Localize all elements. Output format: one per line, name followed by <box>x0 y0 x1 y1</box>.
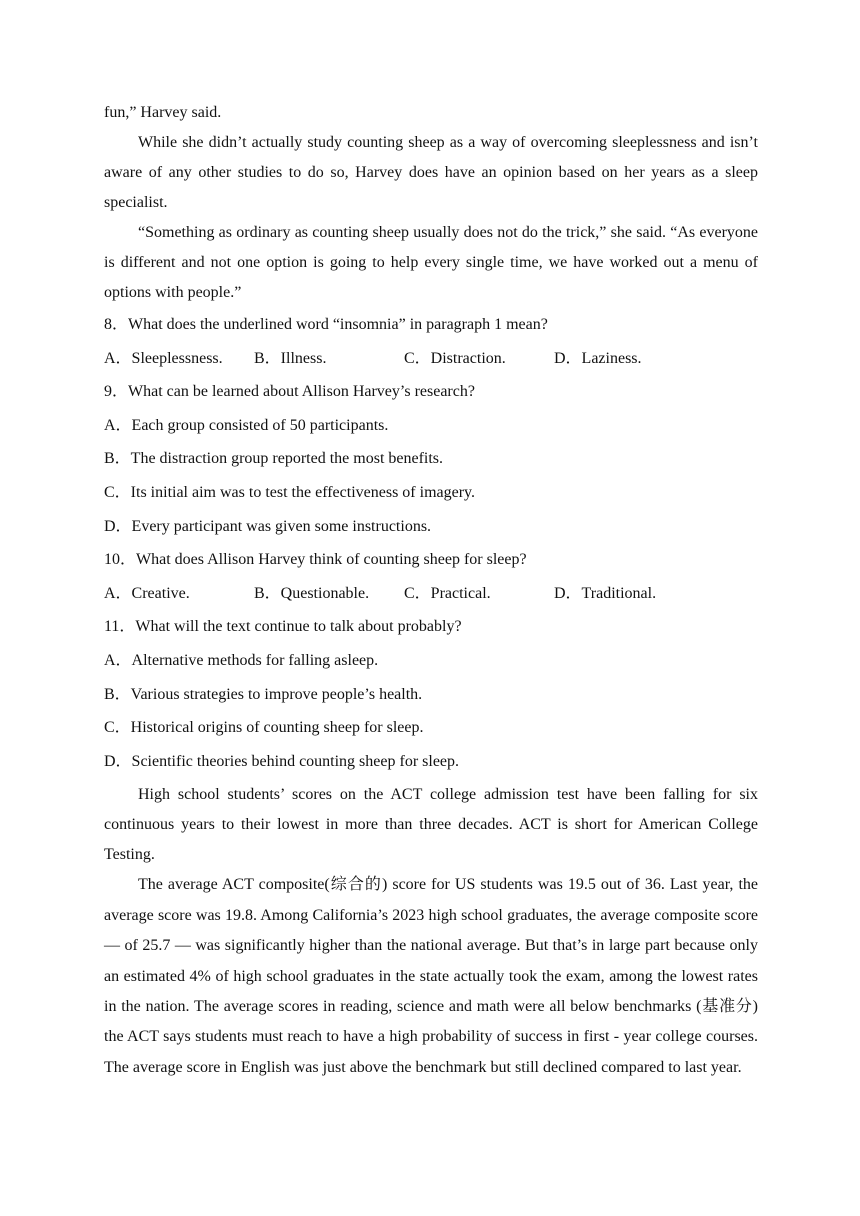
question-11-option-b: B．Various strategies to improve people’s health. <box>104 685 423 703</box>
passage-a-paragraph-1: While she didn’t actually study counting sheep as a way of overcoming sleeplessness and isn’t aware of any other studies to do so, Harvey does have an opinion based on her years as a sleep specialist. <box>104 134 758 211</box>
question-11-option-a: A．Alternative methods for falling asleep. <box>104 651 379 669</box>
question-9-stem: 9．What can be learned about Allison Harvey’s research? <box>104 383 475 401</box>
question-11-option-c: C．Historical origins of counting sheep for sleep. <box>104 719 424 737</box>
passage-b-paragraph-1: High school students’ scores on the ACT college admission test have been falling for six continuous years to their lowest in more than three decades. ACT is short for American College Testing. <box>104 786 758 864</box>
question-8-option-a: A．Sleeplessness. <box>104 349 223 367</box>
question-10-options <box>104 579 758 613</box>
question-8-option-b: B．Illness. <box>254 349 327 367</box>
question-8-option-d: D．Laziness. <box>554 349 642 367</box>
question-10-option-c: C．Practical. <box>404 584 491 602</box>
question-10-option-a: A．Creative. <box>104 584 190 602</box>
passage-a-paragraph-0: fun,” Harvey said. <box>104 104 222 121</box>
question-11-stem: 11．What will the text continue to talk about probably? <box>104 618 462 636</box>
question-8-stem: 8．What does the underlined word “insomnia” in paragraph 1 mean? <box>104 316 548 333</box>
passage-a-paragraph-2: “Something as ordinary as counting sheep usually does not do the trick,” she said. “As everyone is different and not one option is going to help every single time, we have worked out a menu of options with people.” <box>104 224 758 301</box>
question-10-stem: 10．What does Allison Harvey think of counting sheep for sleep? <box>104 551 527 569</box>
question-9-option-d: D．Every participant was given some instructions. <box>104 517 432 535</box>
question-9-option-b: B．The distraction group reported the most benefits. <box>104 450 444 468</box>
question-10-option-b: B．Questionable. <box>254 584 370 602</box>
question-8-option-c: C．Distraction. <box>404 349 506 367</box>
question-9-option-c: C．Its initial aim was to test the effectiveness of imagery. <box>104 483 476 501</box>
passage-b-paragraph-2: The average ACT composite(综合的) score for US students was 19.5 out of 36. Last year, the average score was 19.8. Among California’s 2023 high school graduates, the average composite score — of 25.7 — was significantly higher than the national average. But that’s in large part because only an estimated 4% of high school graduates in the state actually took the exam, among the lowest rates in the nation. The average scores in reading, science and math were all below benchmarks (基准分) the ACT says students must reach to have a high probability of success in first - year college courses. The average score in English was just above the benchmark but still declined compared to last year. <box>104 876 758 1076</box>
question-11-option-d: D．Scientific theories behind counting sheep for sleep. <box>104 752 460 770</box>
question-10-option-d: D．Traditional. <box>554 584 657 602</box>
question-9-option-a: A．Each group consisted of 50 participants. <box>104 416 389 434</box>
document-page <box>104 98 758 1083</box>
question-8-options <box>104 344 758 378</box>
